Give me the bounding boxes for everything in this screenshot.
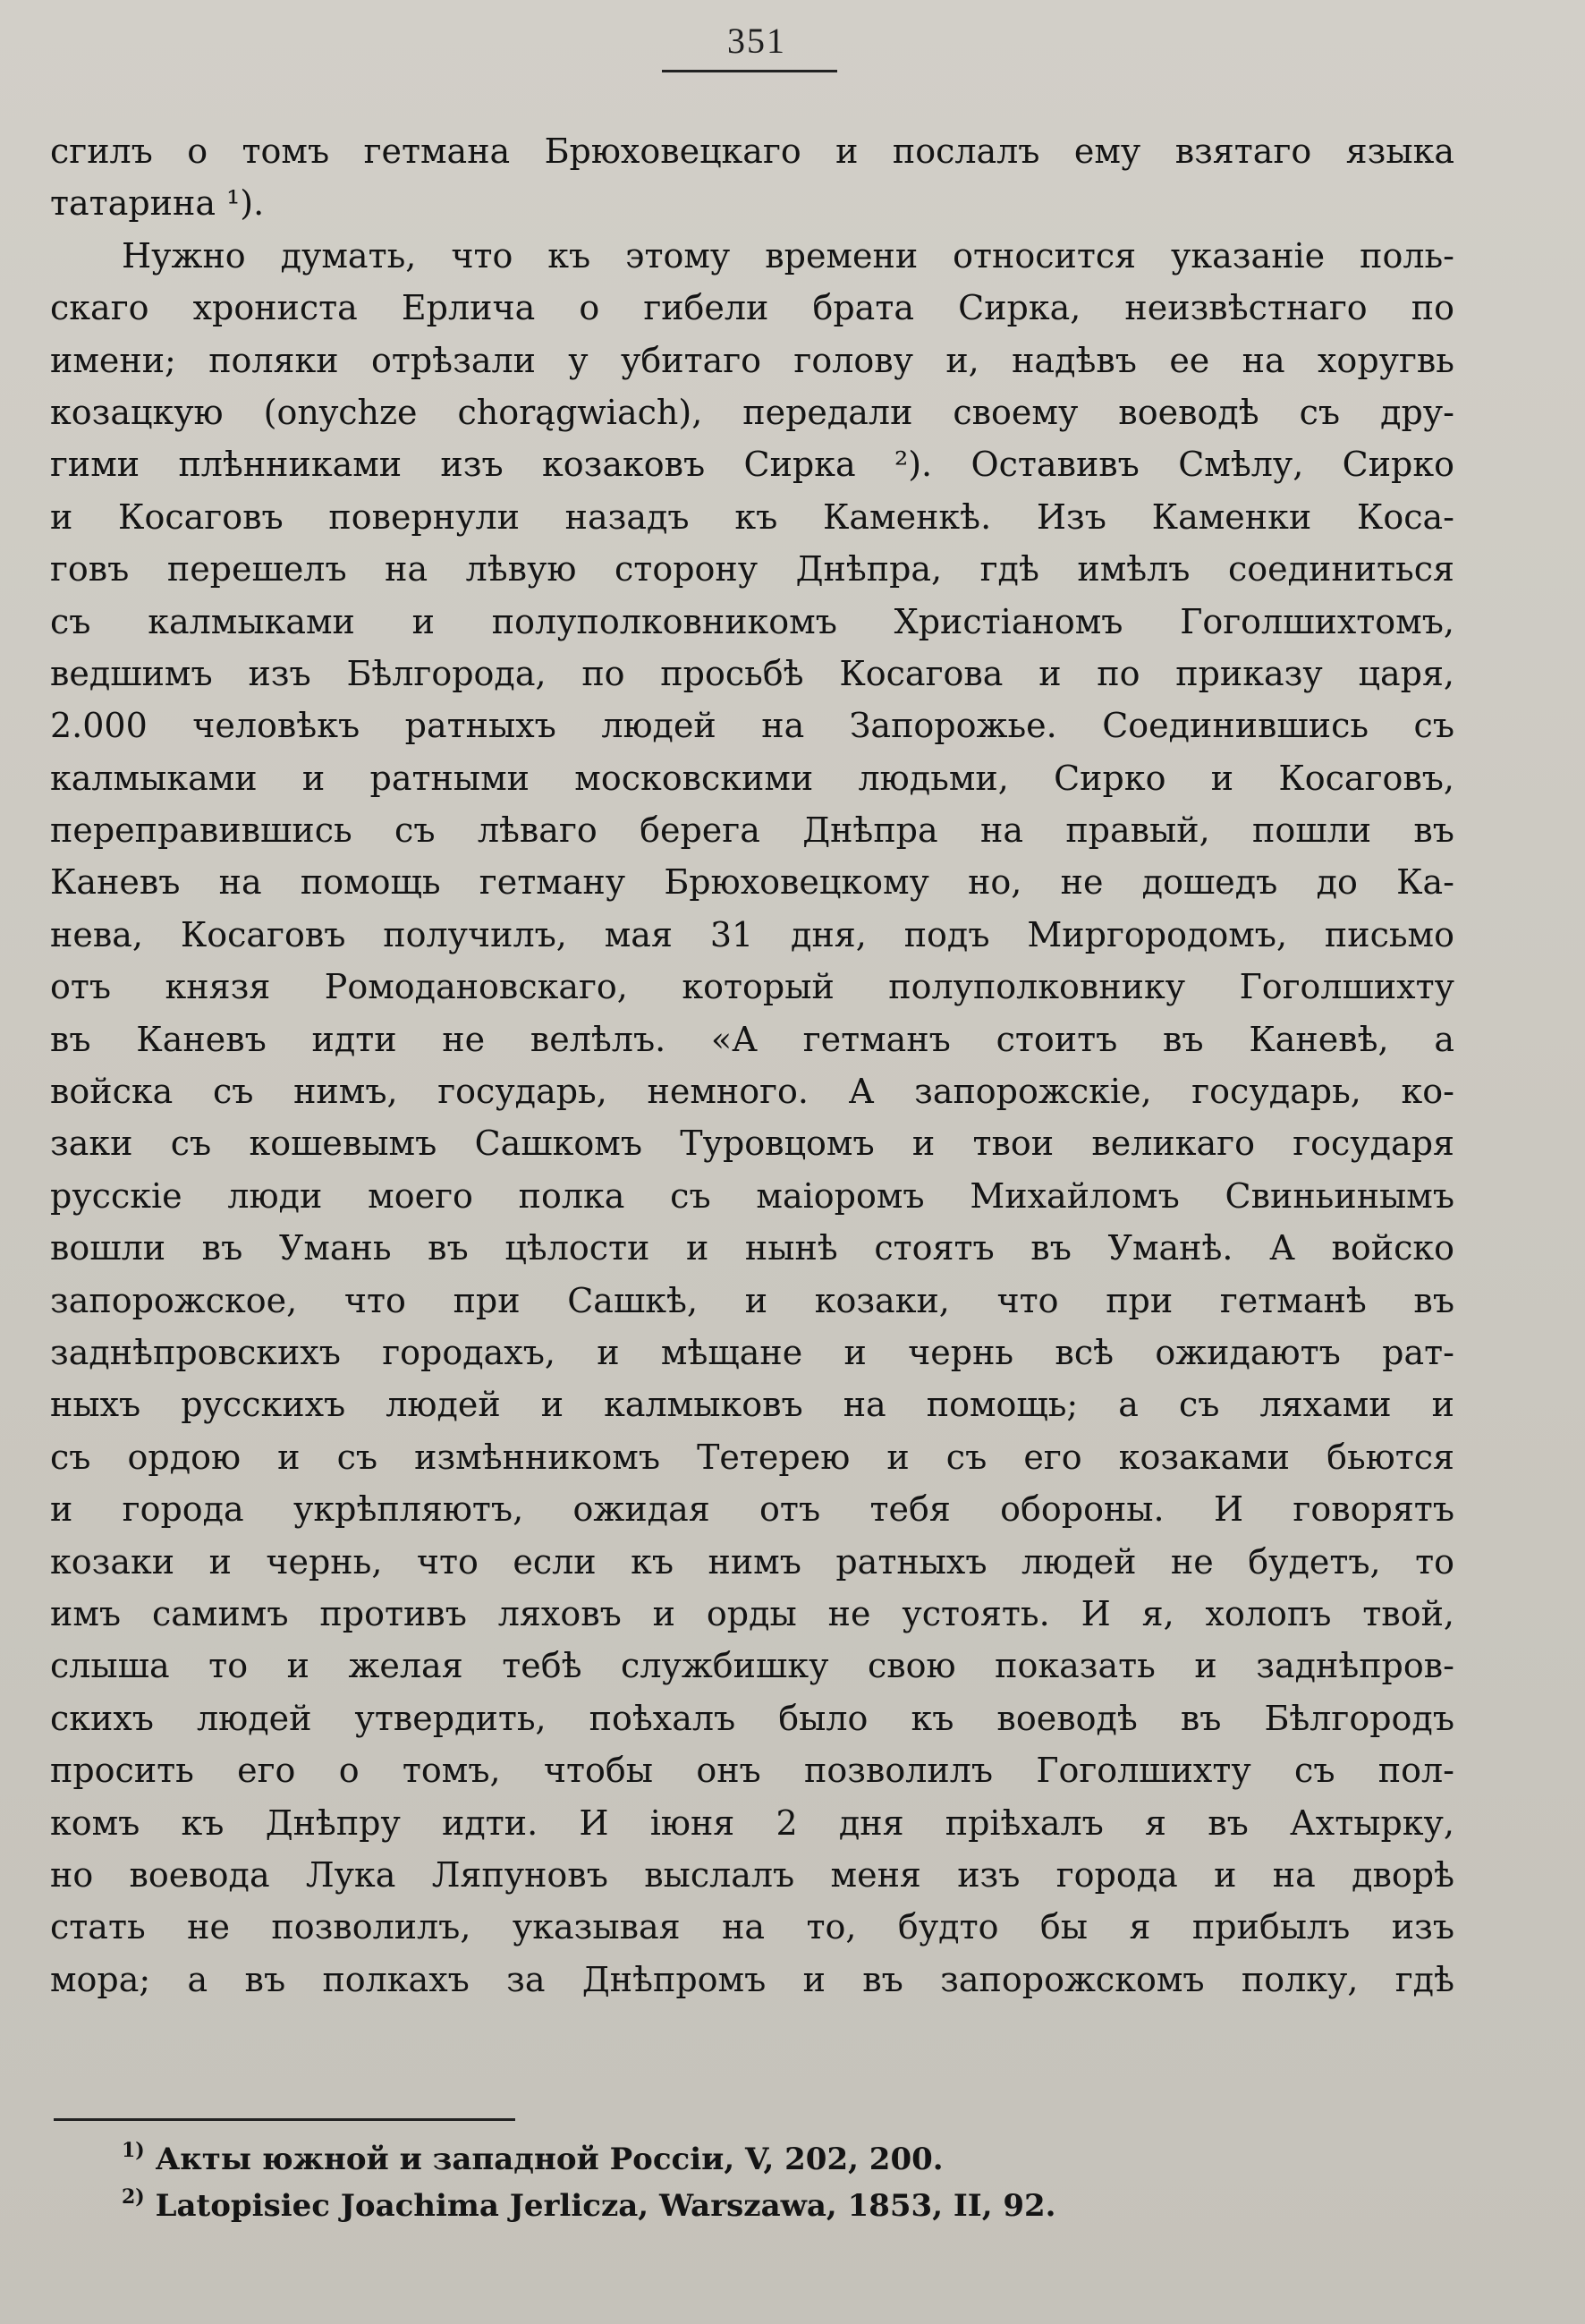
- text-line: слыша то и желая тебѣ службишку свою показать и заднѣпров-: [50, 1646, 1454, 1686]
- footnote-marker: 2): [122, 2185, 145, 2209]
- text-line: козаки и чернь, что если къ нимъ ратныхъ людей не будетъ, то: [50, 1541, 1454, 1582]
- footnote-1: [122, 2136, 1374, 2183]
- footnote-text: Акты южной и западной Россіи, V, 202, 200.: [155, 2142, 944, 2177]
- text-line: отъ князя Ромодановскаго, который полуполковнику Гоголшихту: [50, 967, 1454, 1007]
- text-line: нева, Косаговъ получилъ, мая 31 дня, подъ Миргородомъ, письмо: [50, 914, 1454, 954]
- text-line: но воевода Лука Ляпуновъ выслалъ меня изъ города и на дворѣ: [50, 1854, 1454, 1895]
- text-line: стать не позволилъ, указывая на то, будто бы я прибылъ изъ: [50, 1907, 1454, 1947]
- text-line: Нужно думать, что къ этому времени относится указаніе поль-: [122, 235, 1454, 276]
- text-line: козацкую (onychze chorągwiach), передали своему воеводѣ съ дру-: [50, 392, 1454, 432]
- footnote-separator: [54, 2118, 515, 2121]
- text-line: скихъ людей утвердить, поѣхалъ было къ воеводѣ въ Бѣлгородъ: [50, 1698, 1454, 1738]
- text-line: и Косаговъ повернули назадъ къ Каменкѣ. Изъ Каменки Коса-: [50, 496, 1454, 537]
- text-line: заднѣпровскихъ городахъ, и мѣщане и чернь всѣ ожидаютъ рат-: [50, 1332, 1454, 1372]
- text-line: говъ перешелъ на лѣвую сторону Днѣпра, гдѣ имѣлъ соединиться: [50, 549, 1454, 589]
- text-line: скаго хрониста Ерлича о гибели брата Сирка, неизвѣстнаго по: [50, 288, 1454, 328]
- text-line: сгилъ о томъ гетмана Брюховецкаго и послалъ ему взятаго языка: [50, 131, 1454, 171]
- text-line: татарина ¹).: [50, 183, 265, 224]
- footnotes: [122, 2136, 1374, 2229]
- text-line: ведшимъ изъ Бѣлгорода, по просьбѣ Косагова и по приказу царя,: [50, 653, 1454, 693]
- footnote-marker: 1): [122, 2139, 145, 2162]
- footnote-text: Latopisiec Joachima Jerlicza, Warszawa, 1853, II, 92.: [155, 2188, 1056, 2224]
- text-line: заки съ кошевымъ Сашкомъ Туровцомъ и твои великаго государя: [50, 1124, 1454, 1164]
- text-line: съ калмыками и полуполковникомъ Христіаномъ Гоголшихтомъ,: [50, 601, 1454, 641]
- text-line: съ ордою и съ измѣнникомъ Тетерею и съ его козаками бьются: [50, 1437, 1454, 1477]
- text-line: ныхъ русскихъ людей и калмыковъ на помощь; а съ ляхами и: [50, 1385, 1454, 1425]
- footnote-2: [122, 2183, 1374, 2229]
- text-line: мора; а въ полкахъ за Днѣпромъ и въ запорожскомъ полку, гдѣ: [50, 1959, 1454, 1999]
- body-text: [50, 125, 1454, 2006]
- text-line: калмыками и ратными московскими людьми, Сирко и Косаговъ,: [50, 758, 1454, 798]
- text-line: гими плѣнниками изъ козаковъ Сирка ²). Оставивъ Смѣлу, Сирко: [50, 445, 1454, 485]
- text-line: Каневъ на помощь гетману Брюховецкому но, не дошедъ до Ка-: [50, 862, 1454, 903]
- text-line: вошли въ Умань въ цѣлости и нынѣ стоятъ въ Уманѣ. А войско: [50, 1228, 1454, 1268]
- text-line: русскіе люди моего полка съ маіоромъ Михайломъ Свиньинымъ: [50, 1175, 1454, 1216]
- text-line: и города укрѣпляютъ, ожидая отъ тебя обороны. И говорятъ: [50, 1489, 1454, 1530]
- text-line: въ Каневъ идти не велѣлъ. «А гетманъ стоитъ въ Каневѣ, а: [50, 1019, 1454, 1059]
- page-number: 351: [727, 21, 786, 61]
- text-line: имъ самимъ противъ ляховъ и орды не устоять. И я, холопъ твой,: [50, 1593, 1454, 1633]
- text-line: просить его о томъ, чтобы онъ позволилъ Гоголшихту съ пол-: [50, 1751, 1454, 1791]
- text-line: запорожское, что при Сашкѣ, и козаки, что при гетманѣ въ: [50, 1280, 1454, 1320]
- text-line: войска съ нимъ, государь, немного. А запорожскіе, государь, ко-: [50, 1072, 1454, 1112]
- text-line: комъ къ Днѣпру идти. И іюня 2 дня пріѣхалъ я въ Ахтырку,: [50, 1802, 1454, 1843]
- page-number-rule: [662, 70, 837, 72]
- text-line: 2.000 человѣкъ ратныхъ людей на Запорожье. Соединившись съ: [50, 706, 1454, 746]
- text-line: имени; поляки отрѣзали у убитаго голову и, надѣвъ ее на хоругвь: [50, 340, 1454, 380]
- text-line: переправившись съ лѣваго берега Днѣпра на правый, пошли въ: [50, 810, 1454, 851]
